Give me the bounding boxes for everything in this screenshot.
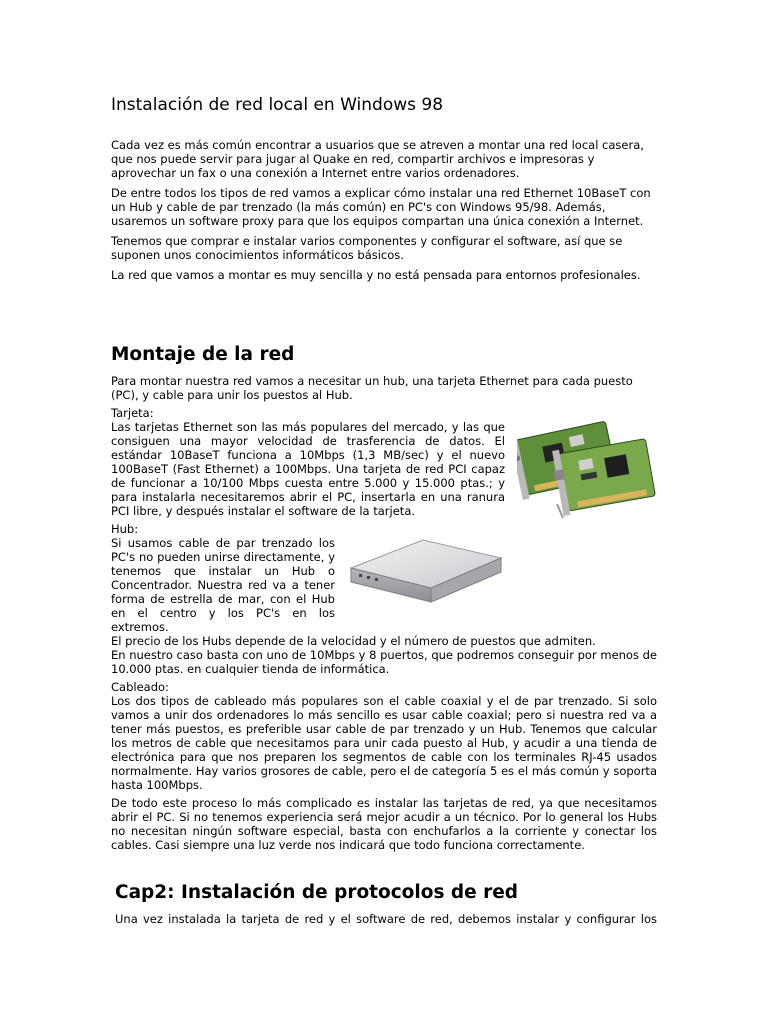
paragraph: De todo este proceso lo más complicado es instalar las tarjetas de red, ya que necesitamos abrir el PC. Si no tenemos experiencia será mejor acudir a un técnico. Por lo general los Hubs no necesitan ningún software especial, basta con enchufarlos a la corriente y conectar los cables. Casi siempre una luz verde nos indicará que todo funciona correctamente. [111, 796, 657, 852]
hub-text: En nuestro caso basta con uno de 10Mbps y 8 puertos, que podremos conseguir por menos de 10.000 ptas. en cualquier tienda de informática. [111, 648, 657, 676]
paragraph: De entre todos los tipos de red vamos a explicar cómo instalar una red Ethernet 10BaseT con un Hub y cable de par trenzado (la más común) en PC's con Windows 95/98. Además, usaremos un software proxy para que los equipos compartan una única conexión a Internet. [111, 186, 651, 228]
tarjeta-text: Las tarjetas Ethernet son las más populares del mercado, y las que consiguen una mayor velocidad de trasferencia de datos. El estándar 10BaseT funciona a 10Mbps (1,3 MB/sec) y el nuevo 100BaseT (Fast Ethernet) a 100Mbps. Una tarjeta de red PCI capaz de funcionar a 10/100 Mbps cuesta entre 5.000 y 15.000 ptas.; y para instalarla necesitaremos abrir el PC, insertarla en una ranura PCI libre, y después instalar el software de la tarjeta. [111, 420, 505, 518]
document-content [111, 95, 657, 926]
paragraph: La red que vamos a montar es muy sencilla y no está pensada para entornos profesionales. [111, 268, 641, 282]
ethernet-cards-image [517, 406, 657, 522]
paragraph: Tenemos que comprar e instalar varios componentes y configurar el software, así que se suponen unos conocimientos informáticos básicos. [111, 234, 623, 262]
paragraph: Cada vez es más común encontrar a usuarios que se atreven a montar una red local casera, que nos puede servir para jugar al Quake en red, compartir archivos e impresoras y aprovechar un fax o una conexión a Internet entre varios ordenadores. [111, 138, 644, 180]
tarjeta-block [111, 406, 657, 518]
section-title-montaje: Montaje de la red [111, 344, 295, 365]
hub-text: Si usamos cable de par trenzado los PC's no pueden unirse directamente, y tenemos que instalar un Hub o Concentrador. Nuestra red va a tener forma de estrella de mar, con el Hub en el centro y los PC's en los extremos. [111, 536, 335, 634]
hub-text: El precio de los Hubs depende de la velocidad y el número de puestos que admiten. [111, 634, 596, 648]
cableado-label: Cableado: [111, 680, 169, 694]
paragraph: Para montar nuestra red vamos a necesitar un hub, una tarjeta Ethernet para cada puesto (PC), y cable para unir los puestos al Hub. [111, 374, 633, 402]
hub-device-image [345, 532, 505, 610]
section-title-instalacion: Instalación de red local en Windows 98 [111, 95, 444, 115]
section-title-cap2: Cap2: Instalación de protocolos de red [115, 882, 519, 903]
cableado-text: Los dos tipos de cableado más populares son el cable coaxial y el de par trenzado. Si solo vamos a unir dos ordenadores lo más sencillo es usar cable coaxial; pero si nuestra red va a tener más puestos, es preferible usar cable de par trenzado y un Hub. Tenemos que calcular los metros de cable que necesitamos para unir cada puesto al Hub, y acudir a una tienda de electrónica para que nos preparen los segmentos de cable con los terminales RJ-45 usados normalmente. Hay varios grosores de cable, pero el de categoría 5 es el más común y soporta hasta 100Mbps. [111, 694, 657, 792]
hub-label: Hub: [111, 522, 139, 536]
hub-block [111, 522, 657, 676]
paragraph: Una vez instalada la tarjeta de red y el software de red, debemos instalar y configurar los [115, 912, 657, 926]
tarjeta-label: Tarjeta: [111, 406, 154, 420]
